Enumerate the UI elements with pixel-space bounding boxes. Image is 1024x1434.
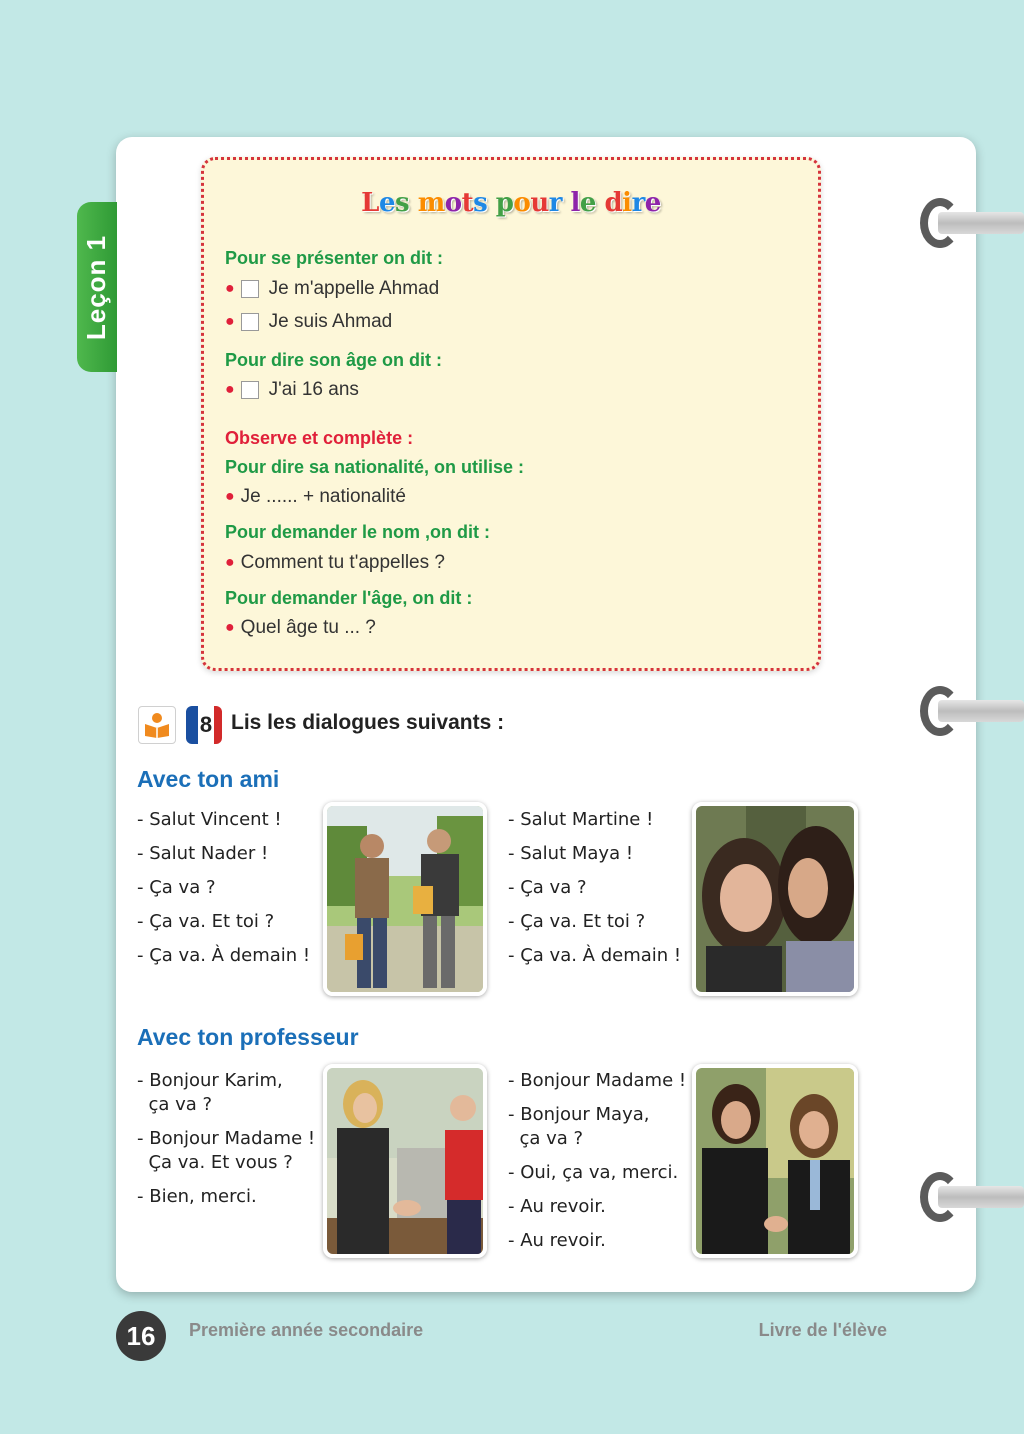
title-letter: r [548,188,562,218]
exercise-number-badge [186,706,222,744]
bullet-icon: ● [225,619,235,636]
title-letter: e [579,188,596,218]
title-letter: r [631,188,645,218]
bullet-icon: ● [225,381,235,398]
dialogue-line: - Ça va. Et toi ? [508,911,646,932]
title-letter: m [417,188,445,218]
list-item-age [225,379,359,401]
list-item-nom [225,552,445,574]
item-text: Je ...... + nationalité [240,486,406,507]
title-letter: L [361,188,379,218]
dialogue-line: - Salut Vincent ! [137,809,282,830]
title-letter: l [570,188,580,218]
item-text: Comment tu t'appelles ? [240,552,445,573]
lesson-tab [77,202,117,372]
photo-two-boys [323,802,487,996]
dialogue-line: - Bonjour Maya, [508,1104,650,1125]
list-item-nationalite [225,486,406,508]
dialogue-ami-right [508,808,681,978]
exercise-title: Lis les dialogues suivants : [231,711,505,734]
bullet-icon: ● [225,313,235,330]
list-item-demander-age [225,617,376,639]
dialogue-line: - Au revoir. [508,1196,606,1217]
dialogue-line: - Bonjour Karim, [137,1070,283,1091]
dialogue-line: - Bonjour Madame ! [508,1070,687,1091]
title-letter: e [378,188,395,218]
binder-ring-top [920,198,1024,250]
heading-observe: Observe et complète : [225,428,414,448]
lesson-tab-label: Leçon 1 [81,234,112,340]
list-item-suis [225,311,392,333]
title-letter: i [622,188,632,218]
dialogue-line: ça va ? [137,1094,213,1115]
title-letter: t [461,188,474,218]
dialogue-line: - Salut Maya ! [508,843,634,864]
heading-nom: Pour demander le nom ,on dit : [225,522,491,542]
heading-presenter: Pour se présenter on dit : [225,248,444,268]
heading-demander-age: Pour demander l'âge, on dit : [225,588,473,608]
photo-two-girls-handshake [692,1064,858,1258]
title-letter: e [644,188,661,218]
dialogue-line: - Bonjour Madame ! [137,1128,316,1149]
section-title-professeur: Avec ton professeur [137,1024,359,1050]
dialogue-prof-left [137,1069,315,1209]
title-letter [487,188,496,218]
dialogue-line: Ça va. Et vous ? [137,1152,293,1173]
checkbox-age[interactable] [241,381,259,399]
checkbox-suis[interactable] [241,313,259,331]
exercise-number: 8 [198,706,214,744]
dialogue-line: - Bien, merci. [137,1186,257,1207]
reading-book-icon [138,706,176,744]
heading-nationalite: Pour dire sa nationalité, on utilise : [225,457,525,477]
bullet-icon: ● [225,554,235,571]
binder-ring-middle [920,686,1024,738]
title-letter: o [444,188,462,218]
item-text: Je suis Ahmad [268,311,393,332]
title-letter: d [604,188,623,218]
item-text: Je m'appelle Ahmad [268,278,440,299]
dialogue-line: - Ça va. À demain ! [137,945,311,966]
photo-two-girls [692,802,858,996]
title-letter: s [473,188,488,218]
bullet-icon: ● [225,488,235,505]
list-item-appelle [225,278,439,300]
section-title-ami: Avec ton ami [137,766,280,792]
dialogue-line: ça va ? [508,1128,584,1149]
dialogue-line: - Au revoir. [508,1230,606,1251]
words-box [201,157,821,671]
item-text: Quel âge tu ... ? [240,617,376,638]
dialogue-ami-left [137,808,310,978]
dialogue-prof-right [508,1069,686,1263]
title-letter: s [395,188,410,218]
dialogue-line: - Ça va. À demain ! [508,945,682,966]
heading-age: Pour dire son âge on dit : [225,350,443,370]
photo-teacher-student [323,1064,487,1258]
footer-book: Livre de l'élève [758,1320,887,1340]
footer-level: Première année secondaire [189,1320,424,1340]
dialogue-line: - Oui, ça va, merci. [508,1162,679,1183]
dialogue-line: - Ça va ? [508,877,587,898]
title-letter: o [513,188,531,218]
dialogue-line: - Salut Martine ! [508,809,654,830]
item-text: J'ai 16 ans [268,379,359,400]
dialogue-line: - Ça va ? [137,877,216,898]
title-letter: p [495,188,514,218]
bullet-icon: ● [225,280,235,297]
checkbox-appelle[interactable] [241,280,259,298]
dialogue-line: - Salut Nader ! [137,843,269,864]
dialogue-line: - Ça va. Et toi ? [137,911,275,932]
title-letter [409,188,418,218]
title-letter: u [530,188,549,218]
words-box-title [204,188,818,218]
binder-ring-bottom [920,1172,1024,1224]
page-number: 16 [116,1311,166,1361]
